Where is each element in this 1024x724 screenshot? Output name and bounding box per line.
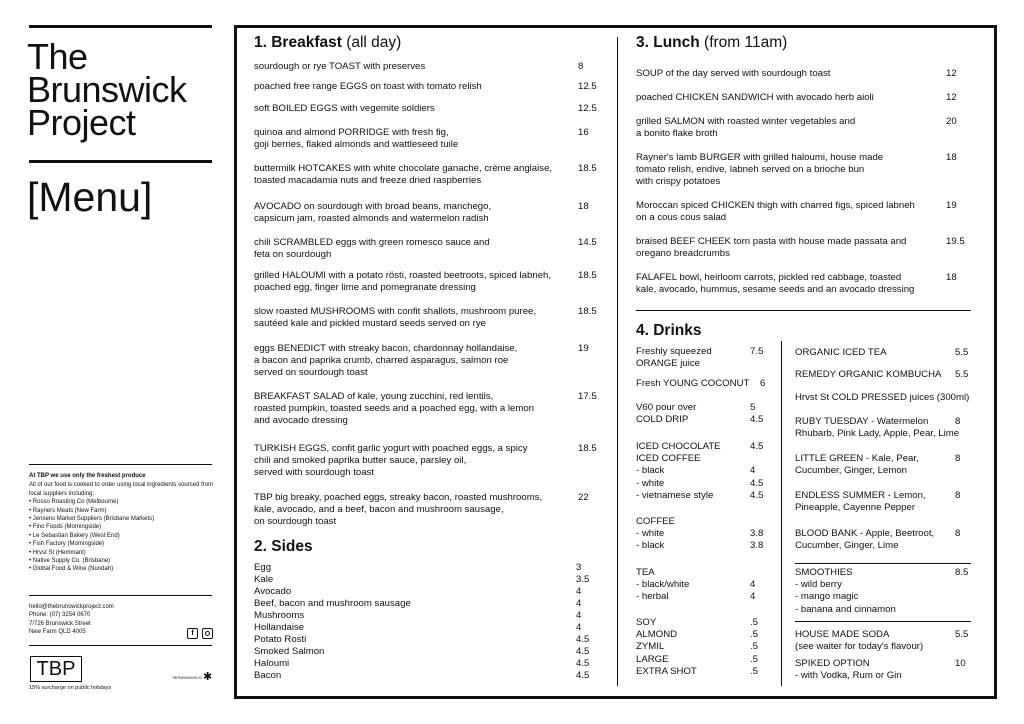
instagram-icon[interactable] (202, 628, 213, 639)
supplier-item: • Le Sebastian Bakery (West End) (29, 532, 214, 540)
menu-title: [Menu] (27, 174, 153, 220)
column-divider (617, 37, 618, 686)
sourcing-block (29, 472, 214, 574)
item-description: chili SCRAMBLED eggs with green romesco sauce and feta on sourdough (254, 237, 490, 260)
supplier-item: • Native Supply Co. (Brisbane) (29, 557, 214, 565)
item-price: 5 4.5 (750, 402, 764, 426)
star-icon: ✱ (203, 671, 213, 683)
item-price: 5.5 (955, 629, 969, 640)
item-price: 16 (578, 127, 589, 138)
item-price: 5.5 (955, 369, 969, 380)
item-price: 4 (576, 622, 582, 633)
item-description: poached CHICKEN SANDWICH with avocado herb aioli (636, 92, 874, 103)
item-description: eggs BENEDICT with streaky bacon, chardonnay hollandaise, a bacon and paprika crumb, charred asparagus, salmon roe served on sourdough toast (254, 343, 518, 378)
menu-ref: TBPMENU0005 V2 (172, 676, 203, 680)
item-description: Egg (254, 562, 272, 573)
item-price: 19.5 (946, 236, 965, 247)
supplier-item: • Fish Factory (Morningside) (29, 540, 214, 548)
item-price: 4.5 (576, 658, 590, 669)
facebook-icon[interactable]: f (187, 628, 198, 639)
item-description: Kale (254, 574, 274, 585)
item-price: 12.5 (578, 81, 597, 92)
item-description: Avocado (254, 586, 292, 597)
item-description: sourdough or rye TOAST with preserves (254, 61, 426, 72)
contact-suburb: New Farm QLD 4005 (29, 629, 86, 636)
supplier-item: • Hrvst St (Hemmant) (29, 549, 214, 557)
item-price: 4.5 (576, 634, 590, 645)
item-price: 17.5 (578, 391, 597, 402)
item-price: 8 (955, 453, 961, 464)
item-price: 8 (578, 61, 584, 72)
item-description: slow roasted MUSHROOMS with confit shallots, mushroom puree, sautéed kale and pickled mustard seeds served on rye (254, 306, 537, 329)
item-description: FALAFEL bowl, heirloom carrots, pickled red cabbage, toasted kale, avocado, hummus, sesame seeds and an avocado dressing (636, 272, 915, 295)
item-description: Freshly squeezed ORANGE juice (636, 346, 712, 370)
item-description: buttermilk HOTCAKES with white chocolate ganache, crème anglaise, toasted macadamia nuts and freeze dried raspberries (254, 163, 553, 186)
item-price: 6 (760, 378, 766, 389)
contact-rule (29, 595, 212, 596)
item-price: 18.5 (578, 443, 597, 454)
drinks-divider (781, 341, 782, 686)
item-price: 8.5 (955, 567, 969, 578)
item-description: SOUP of the day served with sourdough toast (636, 68, 831, 79)
item-price: 22 (578, 492, 589, 503)
item-price: 18.5 (578, 163, 597, 174)
item-description: TEA - black/white - herbal (636, 567, 690, 603)
item-price: 3.8 3.8 (750, 528, 764, 552)
item-description: soft BOILED EGGS with vegemite soldiers (254, 103, 435, 114)
item-description: SPIKED OPTION - with Vodka, Rum or Gin (795, 658, 902, 682)
item-description: ICED CHOCOLATE ICED COFFEE - black - white - vietnamese style (636, 441, 721, 501)
item-price: 4.5 (576, 646, 590, 657)
contact-phone: Phone: (07) 3254 0670 (29, 612, 91, 619)
logo-rule (29, 645, 212, 646)
item-description: BREAKFAST SALAD of kale, young zucchini, red lentils, roasted pumpkin, toasted seeds and a poached egg, with a lemon and avocado dressing (254, 391, 535, 426)
item-price: 4.5 4 4.5 4.5 (750, 441, 764, 501)
item-price: .5 .5 .5 .5 .5 (750, 617, 759, 677)
supplier-item: • Rayners Meats (New Farm) (29, 507, 214, 515)
item-description: Hrvst St COLD PRESSED juices (300ml) (795, 392, 970, 403)
contact-block (29, 603, 189, 637)
sourcing-rule (29, 464, 212, 465)
supplier-list (29, 498, 214, 574)
item-price: 3 (576, 562, 582, 573)
item-price: 4 4 (750, 579, 756, 603)
item-price: 12 (946, 68, 957, 79)
item-price: 4 (576, 598, 582, 609)
item-price: 12 (946, 92, 957, 103)
item-description: REMEDY ORGANIC KOMBUCHA (795, 369, 942, 380)
item-description: SOY ALMOND ZYMIL LARGE EXTRA SHOT (636, 617, 697, 677)
surcharge-note: 15% surcharge on public holidays (29, 685, 112, 691)
item-price: 18 (946, 272, 957, 283)
item-description: Mushrooms (254, 610, 305, 621)
item-price: 19 (578, 343, 589, 354)
sourcing-heading: At TBP we use only the freshest produce (29, 473, 146, 479)
item-price: 8 (955, 528, 961, 539)
item-description: Haloumi (254, 658, 290, 669)
sides-heading: 2. Sides (254, 538, 313, 555)
item-description: TURKISH EGGS, confit garlic yogurt with poached eggs, a spicy chili and smoked paprika butter sauce, parsley oil, served with sourdough toast (254, 443, 528, 478)
item-price: 18 (946, 152, 957, 163)
item-description: Rayner's lamb BURGER with grilled haloumi, house made tomato relish, endive, labneh served on a brioche bun with crispy potatoes (636, 152, 884, 187)
lunch-rule (636, 310, 971, 311)
top-rule (29, 25, 212, 28)
item-price: 7.5 (750, 346, 764, 357)
item-price: 14.5 (578, 237, 597, 248)
contact-email[interactable]: hello@thebrunswickproject.com (29, 604, 114, 610)
tbp-logo: TBP (30, 656, 82, 682)
item-description: Potato Rosti (254, 634, 307, 645)
item-description: Fresh YOUNG COCONUT (636, 378, 750, 389)
item-description: Bacon (254, 670, 282, 681)
item-price: 20 (946, 116, 957, 127)
item-description: Beef, bacon and mushroom sausage (254, 598, 411, 609)
item-price: 3.5 (576, 574, 590, 585)
item-description: Hollandaise (254, 622, 305, 633)
drinks-heading: 4. Drinks (636, 322, 702, 339)
sourcing-intro: All of our food is cooked to order using local ingredients sourced from local suppliers including: (29, 482, 214, 497)
item-description: BLOOD BANK - Apple, Beetroot, Cucumber, Ginger, Lime (795, 528, 935, 552)
item-description: SMOOTHIES - wild berry - mango magic - banana and cinnamon (795, 567, 896, 615)
item-description: ENDLESS SUMMER - Lemon, Pineapple, Cayenne Pepper (795, 490, 926, 514)
item-price: 4 (576, 586, 582, 597)
item-description: ORGANIC ICED TEA (795, 347, 887, 358)
item-description: quinoa and almond PORRIDGE with fresh fig, goji berries, flaked almonds and wattleseed tuile (254, 127, 459, 150)
item-price: 8 (955, 490, 961, 501)
item-price: 19 (946, 200, 957, 211)
smoothies-rule (795, 563, 971, 564)
supplier-item: • Fino Foods (Morningside) (29, 523, 214, 531)
item-price: 18.5 (578, 306, 597, 317)
item-description: grilled HALOUMI with a potato rösti, roasted beetroots, spiced labneh, poached egg, finger lime and pomegranate dressing (254, 270, 552, 293)
item-price: 10 (955, 658, 966, 669)
item-description: grilled SALMON with roasted winter vegetables and a bonito flake broth (636, 116, 856, 139)
item-description: poached free range EGGS on toast with tomato relish (254, 81, 482, 92)
lunch-heading: 3. Lunch (from 11am) (636, 34, 788, 51)
item-price: 8 (955, 416, 961, 427)
item-price: 5.5 (955, 347, 969, 358)
item-description: AVOCADO on sourdough with broad beans, manchego, capsicum jam, roasted almonds and watermelon radish (254, 201, 492, 224)
item-price: 18.5 (578, 270, 597, 281)
item-description: braised BEEF CHEEK torn pasta with house made passata and oregano breadcrumbs (636, 236, 907, 259)
contact-street: 7/726 Brunswick Street (29, 620, 91, 627)
supplier-item: • Global Food & Wine (Nundah) (29, 565, 214, 573)
item-price: 18 (578, 201, 589, 212)
item-description: Moroccan spiced CHICKEN thigh with charred figs, spiced labneh on a cous cous salad (636, 200, 915, 223)
soda-rule (795, 621, 971, 622)
item-price: 12.5 (578, 103, 597, 114)
item-price: 4.5 (576, 670, 590, 681)
item-description: HOUSE MADE SODA (see waiter for today's flavour) (795, 629, 924, 653)
supplier-item: • Rosso Roasting Co (Melbourne) (29, 498, 214, 506)
brand-rule (29, 160, 212, 163)
item-description: COFFEE - white - black (636, 516, 675, 552)
item-description: V60 pour over COLD DRIP (636, 402, 697, 426)
breakfast-heading: 1. Breakfast (all day) (254, 34, 402, 51)
item-description: LITTLE GREEN - Kale, Pear, Cucumber, Ginger, Lemon (795, 453, 919, 477)
item-description: TBP big breaky, poached eggs, streaky bacon, roasted mushrooms, kale, avocado, and a beef, bacon and mushroom sausage, on sourdough toast (254, 492, 543, 527)
item-price: 4 (576, 610, 582, 621)
supplier-item: • Jensens Market Suppliers (Brisbane Markets) (29, 515, 214, 523)
item-description: RUBY TUESDAY - Watermelon Rhubarb, Pink Lady, Apple, Pear, Lime (795, 416, 960, 440)
item-description: Smoked Salmon (254, 646, 325, 657)
brand-name: The Brunswick Project (27, 36, 187, 143)
